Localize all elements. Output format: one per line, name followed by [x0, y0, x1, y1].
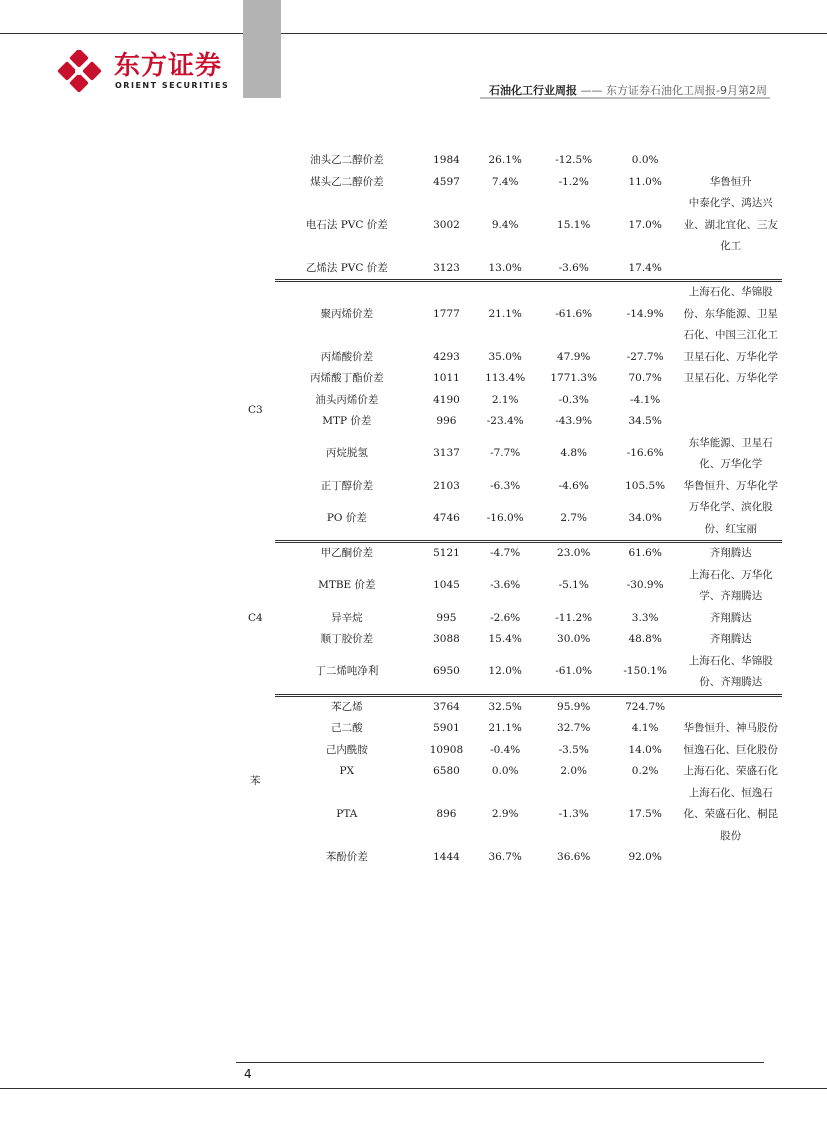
product-name-cell: 甲乙酮价差	[320, 547, 374, 559]
yearly-change-cell: -150.1%	[611, 651, 680, 696]
table-row	[236, 411, 782, 433]
product-name-cell: 乙烯法 PVC 价差	[275, 258, 419, 281]
spread-value-cell: 1444	[433, 851, 460, 863]
monthly-change-cell: -1.2%	[558, 175, 589, 188]
spread-value-cell: 3088	[433, 633, 460, 645]
related-companies-cell	[679, 150, 782, 172]
weekly-change-cell: 9.4%	[491, 218, 519, 231]
related-companies-cell: 华鲁恒升、神马股份	[683, 722, 778, 734]
spread-value-cell: 5901	[433, 722, 460, 734]
top-rule	[0, 33, 827, 34]
yearly-change-cell: 14.0%	[628, 743, 662, 756]
yearly-change-cell: 0.2%	[631, 765, 659, 777]
table-row	[236, 761, 782, 783]
table-row	[236, 629, 782, 651]
related-companies-cell	[679, 695, 782, 718]
spread-value-cell: 1045	[433, 579, 460, 592]
weekly-change-cell: 13.0%	[474, 258, 537, 281]
price-spread-table	[236, 150, 782, 869]
header-rule	[480, 97, 770, 99]
category-cell: 苯	[250, 775, 261, 787]
monthly-change-cell: 2.7%	[537, 497, 611, 542]
spread-value-cell: 3123	[419, 258, 474, 281]
yearly-change-cell: -4.1%	[630, 393, 661, 406]
monthly-change-cell: -61.0%	[537, 651, 611, 696]
yearly-change-cell: 34.0%	[611, 497, 680, 542]
product-name-cell: 丁二烯吨净利	[275, 651, 419, 696]
related-companies-cell: 上海石化、华锦股份、齐翔腾达	[679, 651, 782, 696]
related-companies-cell: 齐翔腾达	[709, 611, 752, 624]
category-cell	[236, 150, 275, 281]
table-row	[236, 258, 782, 281]
monthly-change-cell: -4.6%	[558, 479, 589, 492]
related-companies-cell: 齐翔腾达	[709, 633, 752, 645]
yearly-change-cell: 17.0%	[628, 218, 662, 231]
spread-value-cell: 3764	[433, 700, 460, 713]
spread-value-cell: 6950	[419, 651, 474, 696]
company-logo	[58, 50, 228, 95]
product-name-cell: 苯酚价差	[325, 851, 368, 863]
related-companies-cell	[679, 847, 782, 869]
weekly-change-cell: 35.0%	[488, 350, 522, 363]
weekly-change-cell: 15.4%	[488, 633, 522, 645]
logo-chinese-name: 东方证券	[114, 51, 223, 81]
report-title: 石油化工行业周报	[489, 84, 578, 97]
yearly-change-cell: 0.0%	[631, 154, 659, 166]
spread-value-cell: 4746	[419, 497, 474, 542]
monthly-change-cell: 36.6%	[557, 851, 591, 863]
weekly-change-cell: 21.1%	[488, 722, 522, 734]
yearly-change-cell: 17.5%	[628, 808, 662, 820]
yearly-change-cell: -27.7%	[626, 350, 664, 363]
yearly-change-cell: 3.3%	[631, 611, 659, 624]
weekly-change-cell: 0.0%	[491, 765, 519, 777]
related-companies-cell: 上海石化、华锦股份、东华能源、卫星石化、中国三江化工	[683, 286, 778, 341]
weekly-change-cell: 32.5%	[488, 700, 522, 713]
monthly-change-cell: -12.5%	[555, 154, 593, 166]
table-row	[236, 172, 782, 194]
weekly-change-cell: 21.1%	[488, 307, 522, 320]
logo-mark-icon	[58, 50, 102, 94]
product-name-cell: PO 价差	[275, 497, 419, 542]
table-row	[236, 193, 782, 258]
table-row	[236, 847, 782, 869]
table-row	[236, 651, 782, 696]
monthly-change-cell: -0.3%	[558, 393, 589, 406]
spread-value-cell: 3002	[433, 218, 460, 231]
product-name-cell: PTA	[336, 808, 358, 820]
product-name-cell: 煤头乙二醇价差	[310, 175, 384, 188]
yearly-change-cell: -30.9%	[626, 579, 664, 592]
table-row	[236, 281, 782, 347]
product-name-cell: 丙烷脱氢	[325, 447, 368, 460]
weekly-change-cell: -6.3%	[490, 479, 521, 492]
table-row	[236, 390, 782, 412]
weekly-change-cell: -2.6%	[490, 611, 521, 624]
logo-english-name: ORIENT SECURITIES	[115, 81, 230, 90]
product-name-cell: 苯乙烯	[331, 700, 363, 713]
yearly-change-cell: 48.8%	[628, 633, 662, 645]
spread-value-cell: 4293	[433, 350, 460, 363]
table-row	[236, 740, 782, 762]
related-companies-cell: 华鲁恒升	[709, 175, 752, 188]
weekly-change-cell: 36.7%	[488, 851, 522, 863]
related-companies-cell: 齐翔腾达	[709, 547, 752, 559]
table-row	[236, 542, 782, 565]
product-name-cell: 己内酰胺	[325, 743, 368, 756]
weekly-change-cell: 26.1%	[488, 154, 522, 166]
related-companies-cell: 中泰化学、鸿达兴业、湖北宜化、三友化工	[683, 197, 778, 252]
monthly-change-cell: -11.2%	[555, 611, 593, 624]
related-companies-cell: 东华能源、卫星石化、万华化学	[688, 436, 773, 470]
related-companies-cell: 上海石化、恒逸石化、荣盛石化、桐昆股份	[683, 786, 778, 842]
table-row	[236, 433, 782, 476]
weekly-change-cell: -16.0%	[474, 497, 537, 542]
monthly-change-cell: -61.6%	[555, 307, 593, 320]
weekly-change-cell: 12.0%	[474, 651, 537, 696]
table-row	[236, 347, 782, 369]
product-name-cell: MTP 价差	[322, 415, 372, 427]
monthly-change-cell: 47.9%	[557, 350, 591, 363]
spread-value-cell: 5121	[433, 547, 460, 559]
weekly-change-cell: -23.4%	[486, 415, 524, 427]
table-row	[236, 718, 782, 740]
weekly-change-cell: 7.4%	[491, 175, 519, 188]
table-row	[236, 150, 782, 172]
table-body	[236, 150, 782, 869]
weekly-change-cell: -4.7%	[490, 547, 521, 559]
weekly-change-cell: -7.7%	[490, 447, 521, 460]
product-name-cell: 己二酸	[331, 722, 363, 734]
spread-value-cell: 6580	[433, 765, 460, 777]
spread-value-cell: 1777	[433, 307, 460, 320]
monthly-change-cell: -3.5%	[558, 743, 589, 756]
yearly-change-cell: 724.7%	[625, 700, 666, 713]
monthly-change-cell: 1771.3%	[550, 372, 598, 384]
spread-value-cell: 995	[436, 611, 457, 624]
related-companies-cell: 卫星石化、万华化学	[683, 372, 778, 384]
table-row	[236, 608, 782, 630]
spread-value-cell: 2103	[433, 479, 460, 492]
related-companies-cell: 上海石化、万华化学、齐翔腾达	[688, 568, 773, 602]
yearly-change-cell: -14.9%	[626, 307, 664, 320]
spread-value-cell: 996	[436, 415, 457, 427]
yearly-change-cell: 11.0%	[628, 175, 662, 188]
product-name-cell: 顺丁胶价差	[320, 633, 374, 645]
monthly-change-cell: -1.3%	[558, 808, 589, 820]
related-companies-cell	[679, 390, 782, 412]
yearly-change-cell: 17.4%	[611, 258, 680, 281]
spread-value-cell: 10908	[429, 743, 464, 756]
monthly-change-cell: 15.1%	[557, 218, 591, 231]
spread-value-cell: 896	[436, 808, 457, 820]
product-name-cell: MTBE 价差	[318, 579, 376, 592]
product-name-cell: 丙烯酸丁酯价差	[310, 372, 384, 384]
product-name-cell: 正丁醇价差	[320, 479, 374, 492]
report-subtitle: —— 东方证券石油化工周报-9月第2周	[580, 84, 767, 97]
table-row	[236, 368, 782, 390]
weekly-change-cell: 2.9%	[491, 808, 519, 820]
table-row	[236, 497, 782, 542]
product-name-cell: 油头丙烯价差	[315, 393, 379, 406]
monthly-change-cell: -3.6%	[537, 258, 611, 281]
table-row	[236, 476, 782, 498]
monthly-change-cell: 23.0%	[557, 547, 591, 559]
related-companies-cell: 卫星石化、万华化学	[683, 350, 778, 363]
monthly-change-cell: 2.0%	[560, 765, 588, 777]
monthly-change-cell: -5.1%	[558, 579, 589, 592]
monthly-change-cell: -43.9%	[555, 415, 593, 427]
yearly-change-cell: 105.5%	[625, 479, 666, 492]
related-companies-cell: 上海石化、荣盛石化	[683, 765, 778, 777]
product-name-cell: 丙烯酸价差	[320, 350, 374, 363]
product-name-cell: 聚丙烯价差	[320, 307, 374, 320]
weekly-change-cell: 2.1%	[491, 393, 519, 406]
yearly-change-cell: -16.6%	[626, 447, 664, 460]
table-row	[236, 783, 782, 848]
category-cell: C3	[247, 404, 263, 417]
weekly-change-cell: 113.4%	[485, 372, 526, 384]
spread-value-cell: 4190	[433, 393, 460, 406]
product-name-cell: 电石法 PVC 价差	[305, 218, 388, 231]
yearly-change-cell: 70.7%	[628, 372, 662, 384]
yearly-change-cell: 61.6%	[628, 547, 662, 559]
monthly-change-cell: 95.9%	[557, 700, 591, 713]
yearly-change-cell: 4.1%	[631, 722, 659, 734]
category-cell: C4	[247, 611, 263, 624]
weekly-change-cell: -0.4%	[490, 743, 521, 756]
spread-value-cell: 1984	[433, 154, 460, 166]
related-companies-cell: 华鲁恒升、万华化学	[683, 479, 778, 492]
weekly-change-cell: -3.6%	[490, 579, 521, 592]
monthly-change-cell: 32.7%	[557, 722, 591, 734]
spread-value-cell: 3137	[433, 447, 460, 460]
product-name-cell: 异辛烷	[331, 611, 363, 624]
monthly-change-cell: 30.0%	[557, 633, 591, 645]
report-header	[489, 82, 767, 98]
related-companies-cell	[679, 411, 782, 433]
product-name-cell: PX	[339, 765, 355, 777]
page-number: 4	[244, 1067, 252, 1081]
related-companies-cell: 恒逸石化、巨化股份	[683, 743, 778, 756]
header-gray-tab	[243, 0, 281, 98]
related-companies-cell	[679, 258, 782, 281]
spread-value-cell: 1011	[433, 372, 460, 384]
spread-value-cell: 4597	[433, 175, 460, 188]
footer-rule	[236, 1062, 764, 1063]
yearly-change-cell: 34.5%	[628, 415, 662, 427]
product-name-cell: 油头乙二醇价差	[310, 154, 384, 166]
yearly-change-cell: 92.0%	[628, 851, 662, 863]
related-companies-cell: 万华化学、滨化股份、红宝丽	[679, 497, 782, 542]
table-row	[236, 695, 782, 718]
monthly-change-cell: 4.8%	[560, 447, 588, 460]
bottom-rule	[0, 1088, 827, 1089]
table-row	[236, 565, 782, 608]
